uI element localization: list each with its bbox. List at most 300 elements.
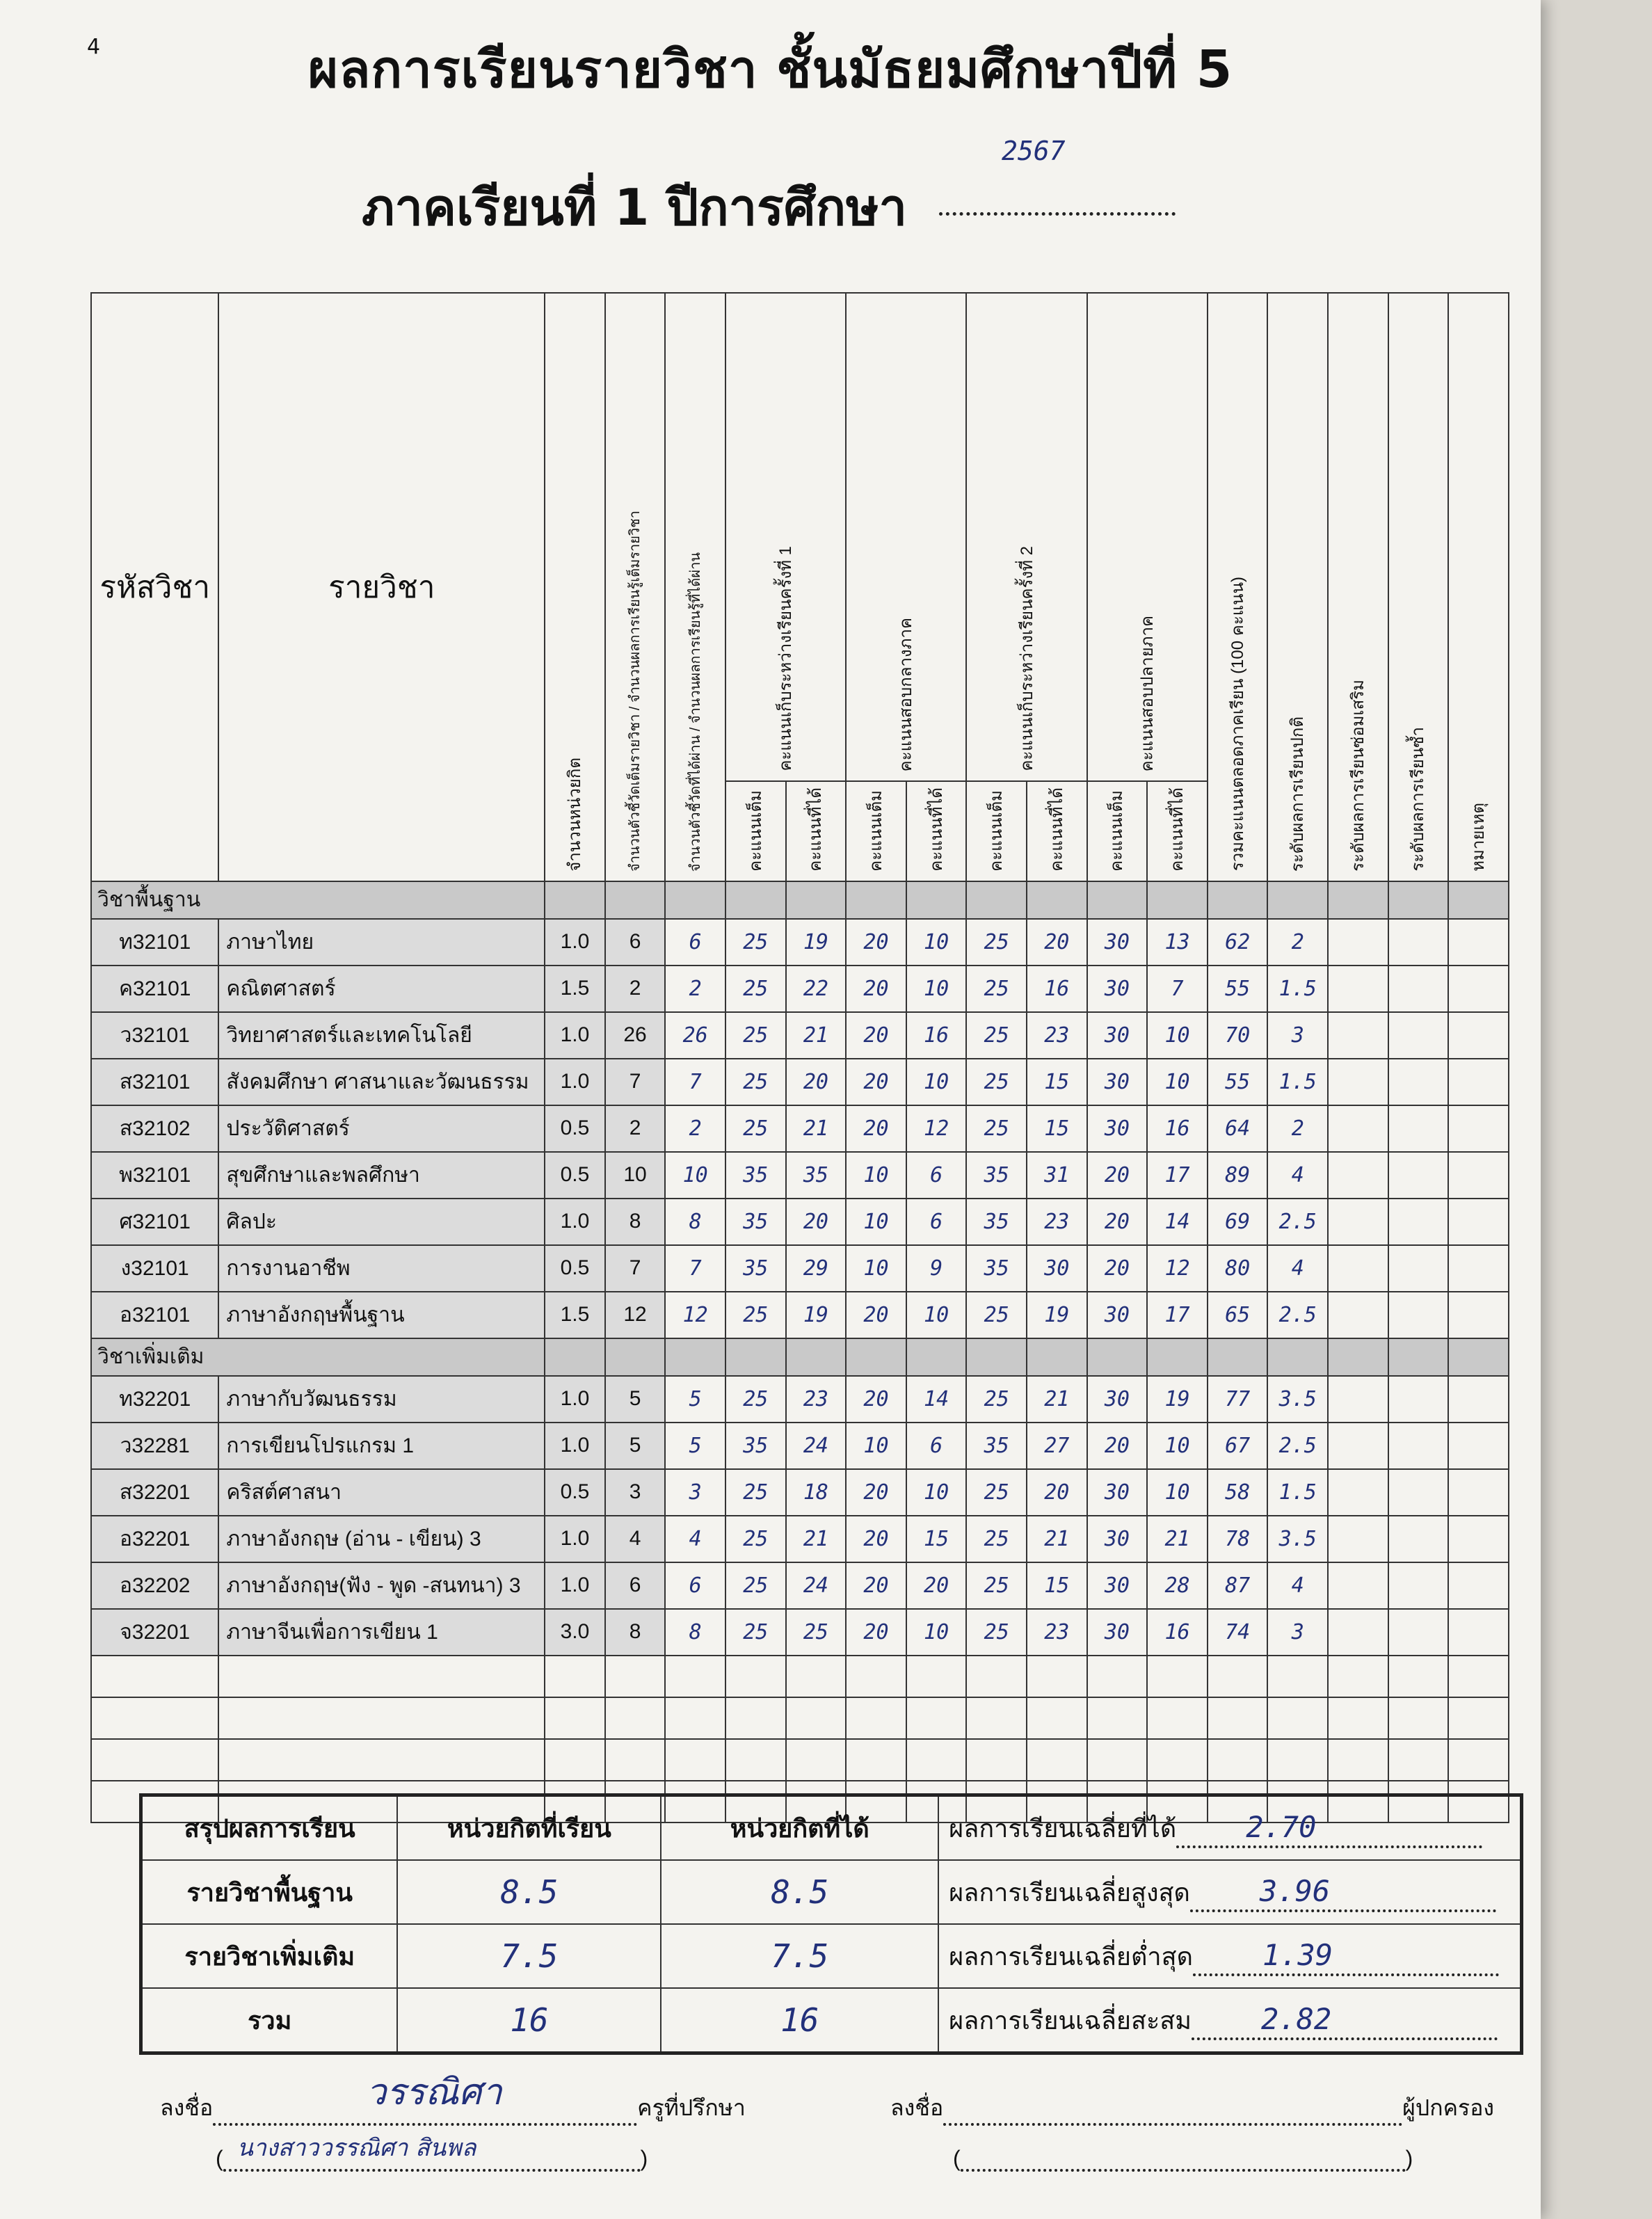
empty-cell [966,1739,1027,1781]
section-cell [1388,881,1449,919]
score-s1f: 25 [725,1105,786,1152]
subject-name: ประวัติศาสตร์ [218,1105,545,1152]
empty-cell [1328,1245,1388,1292]
empty-cell [605,1739,666,1781]
value-ind: 2 [605,1105,666,1152]
score-s1f: 25 [725,1562,786,1609]
score-total: 64 [1208,1105,1268,1152]
score-s3g: 30 [1027,1245,1087,1292]
empty-cell [1328,1656,1388,1697]
gpa-label: ผลการเรียนเฉลี่ยสูงสุด [949,1877,1190,1907]
empty-cell [1328,1012,1388,1059]
score-grade: 2 [1267,919,1328,966]
section-row [91,1338,1509,1376]
score-s4f: 30 [1087,1376,1148,1423]
score-s1g: 21 [786,1105,847,1152]
score-s3g: 23 [1027,1012,1087,1059]
empty-cell [1448,1012,1509,1059]
empty-cell [665,1656,725,1697]
table-row [91,1152,1509,1199]
score-s2g: 10 [906,1292,967,1338]
score-s1g: 20 [786,1199,847,1245]
header-got-1: คะแนนที่ได้ [786,781,847,881]
table-row [91,1423,1509,1469]
advisor-role: ครูที่ปรึกษา [637,2095,746,2120]
score-s3g: 21 [1027,1376,1087,1423]
score-s2g: 6 [906,1199,967,1245]
score-s4f: 30 [1087,1012,1148,1059]
score-s4f: 20 [1087,1199,1148,1245]
empty-cell [1388,1469,1449,1516]
score-s3f: 25 [966,1609,1027,1656]
score-s4f: 30 [1087,1562,1148,1609]
subject-code: อ32101 [91,1292,218,1338]
gpa-value: 3.96 [1259,1873,1331,1908]
empty-cell [846,1697,906,1739]
empty-cell [846,1656,906,1697]
score-s4g: 13 [1147,919,1208,966]
score-pass: 26 [665,1012,725,1059]
summary-header-earned: หน่วยกิตที่ได้ [661,1795,938,1861]
score-s1f: 25 [725,1609,786,1656]
score-s3f: 25 [966,1469,1027,1516]
empty-cell [1388,1105,1449,1152]
score-s2f: 20 [846,1059,906,1105]
empty-cell [1448,1376,1509,1423]
score-pass: 8 [665,1199,725,1245]
score-s1g: 21 [786,1012,847,1059]
empty-cell [1388,1423,1449,1469]
subject-code: ส32101 [91,1059,218,1105]
empty-cell [786,1739,847,1781]
guardian-name-field [961,2141,1406,2172]
score-s3f: 25 [966,1059,1027,1105]
section-cell [1448,1338,1509,1376]
score-s3g: 20 [1027,919,1087,966]
empty-cell [218,1656,545,1697]
empty-cell [1388,1245,1449,1292]
summary-row-earned: 16 [661,1988,938,2053]
empty-cell [1388,1376,1449,1423]
value-credit: 1.0 [545,1423,605,1469]
empty-cell [1448,1292,1509,1338]
section-cell [1087,1338,1148,1376]
score-total: 67 [1208,1423,1268,1469]
score-s1g: 19 [786,919,847,966]
score-s4g: 10 [1147,1469,1208,1516]
grades-table [90,292,1509,1823]
summary-row-taken: 8.5 [397,1860,661,1924]
score-s2g: 6 [906,1423,967,1469]
section-cell [605,1338,666,1376]
section-cell [966,1338,1027,1376]
score-s1g: 18 [786,1469,847,1516]
score-s2f: 20 [846,919,906,966]
value-credit: 0.5 [545,1152,605,1199]
score-grade: 3 [1267,1012,1328,1059]
summary-row-taken: 7.5 [397,1924,661,1988]
header-grade-normal: ระดับผลการเรียนปกติ [1267,293,1328,881]
table-row [91,1245,1509,1292]
empty-cell [1388,1656,1449,1697]
advisor-name: นางสาววรรณิศา สินพล [236,2134,476,2162]
header-full-3: คะแนนเต็ม [966,781,1027,881]
header-indicators-total: จำนวนตัวชี้วัดเต็มรายวิชา / จำนวนผลการเรียนรู้เต็มรายวิชา [605,293,666,881]
table-row [91,1012,1509,1059]
subject-name: ภาษาอังกฤษ (อ่าน - เขียน) 3 [218,1516,545,1562]
value-credit: 1.5 [545,966,605,1012]
empty-cell [1328,1376,1388,1423]
score-s1f: 35 [725,1423,786,1469]
table-row [91,1609,1509,1656]
score-s4g: 10 [1147,1423,1208,1469]
header-full-4: คะแนนเต็ม [1087,781,1148,881]
score-s4f: 30 [1087,919,1148,966]
empty-cell [1208,1656,1268,1697]
value-ind: 7 [605,1245,666,1292]
score-grade: 4 [1267,1152,1328,1199]
empty-cell [1328,1516,1388,1562]
score-s4f: 30 [1087,1105,1148,1152]
advisor-signature: วรรณิศา [366,2072,502,2113]
empty-cell [1388,1199,1449,1245]
empty-cell [1328,1059,1388,1105]
score-s1g: 21 [786,1516,847,1562]
score-grade: 4 [1267,1245,1328,1292]
empty-cell [1448,1656,1509,1697]
score-pass: 6 [665,1562,725,1609]
score-total: 89 [1208,1152,1268,1199]
value-credit: 1.0 [545,1199,605,1245]
score-s2g: 10 [906,1059,967,1105]
empty-cell [1448,1423,1509,1469]
header-got-4: คะแนนที่ได้ [1147,781,1208,881]
score-s4f: 30 [1087,1469,1148,1516]
empty-cell [545,1656,605,1697]
section-cell [1328,881,1388,919]
score-s4g: 19 [1147,1376,1208,1423]
subject-code: ส32201 [91,1469,218,1516]
table-row [91,1105,1509,1152]
score-pass: 5 [665,1423,725,1469]
score-grade: 1.5 [1267,966,1328,1012]
score-s2g: 14 [906,1376,967,1423]
score-s3g: 31 [1027,1152,1087,1199]
header-grade-remedial: ระดับผลการเรียนซ่อมเสริม [1328,293,1388,881]
score-s2f: 10 [846,1245,906,1292]
section-cell [605,881,666,919]
score-pass: 6 [665,919,725,966]
score-s3f: 25 [966,1012,1027,1059]
subject-name: การงานอาชีพ [218,1245,545,1292]
score-s3f: 35 [966,1199,1027,1245]
table-row [91,1516,1509,1562]
empty-cell [1267,1697,1328,1739]
empty-cell [906,1739,967,1781]
header-code: รหัสวิชา [91,293,218,881]
subject-name: คริสต์ศาสนา [218,1469,545,1516]
gpa-line [938,1860,1521,1924]
value-credit: 0.5 [545,1105,605,1152]
subject-code: ง32101 [91,1245,218,1292]
header-total: รวมคะแนนตลอดภาคเรียน (100 คะแนน) [1208,293,1268,881]
section-cell [1448,881,1509,919]
score-total: 55 [1208,966,1268,1012]
advisor-name-line: ( นางสาววรรณิศา สินพล ) [216,2141,648,2172]
value-credit: 1.0 [545,1012,605,1059]
header-credits: จำนวนหน่วยกิต [545,293,605,881]
score-s4f: 30 [1087,1516,1148,1562]
section-cell [1208,881,1268,919]
score-s4f: 30 [1087,1609,1148,1656]
subject-code: อ32202 [91,1562,218,1609]
score-pass: 7 [665,1245,725,1292]
table-row [91,1059,1509,1105]
score-s4f: 30 [1087,966,1148,1012]
score-s2f: 20 [846,1105,906,1152]
table-row [91,1199,1509,1245]
empty-cell [1448,1516,1509,1562]
empty-cell [1448,1609,1509,1656]
value-ind: 6 [605,1562,666,1609]
score-total: 78 [1208,1516,1268,1562]
empty-cell [1448,1697,1509,1739]
empty-cell [1147,1697,1208,1739]
subject-code: จ32201 [91,1609,218,1656]
section-cell [665,881,725,919]
section-cell [725,881,786,919]
score-s1g: 19 [786,1292,847,1338]
empty-cell [1388,1292,1449,1338]
gpa-label: ผลการเรียนเฉลี่ยที่ได้ [949,1813,1177,1843]
subject-code: พ32101 [91,1152,218,1199]
gpa-line [938,1795,1521,1861]
value-credit: 0.5 [545,1245,605,1292]
score-total: 74 [1208,1609,1268,1656]
score-total: 62 [1208,919,1268,966]
value-credit: 0.5 [545,1469,605,1516]
empty-cell [1027,1739,1087,1781]
score-s4g: 12 [1147,1245,1208,1292]
subject-name: ภาษากับวัฒนธรรม [218,1376,545,1423]
subject-code: ท32201 [91,1376,218,1423]
subject-code: อ32201 [91,1516,218,1562]
score-s2f: 10 [846,1199,906,1245]
empty-cell [966,1656,1027,1697]
section-cell [1027,881,1087,919]
empty-cell [1388,1152,1449,1199]
score-s3g: 15 [1027,1059,1087,1105]
subject-name: ภาษาจีนเพื่อการเขียน 1 [218,1609,545,1656]
score-s2f: 10 [846,1423,906,1469]
score-s2g: 9 [906,1245,967,1292]
empty-cell [1448,1245,1509,1292]
summary-row-earned: 8.5 [661,1860,938,1924]
gpa-label: ผลการเรียนเฉลี่ยสะสม [949,2005,1192,2035]
empty-cell [218,1739,545,1781]
score-s4g: 14 [1147,1199,1208,1245]
score-s2g: 15 [906,1516,967,1562]
summary-row-taken: 16 [397,1988,661,2053]
score-total: 55 [1208,1059,1268,1105]
empty-cell [1328,1739,1388,1781]
value-credit: 1.0 [545,1562,605,1609]
score-s4g: 10 [1147,1012,1208,1059]
gpa-value: 2.70 [1246,1809,1317,1844]
table-row [91,1469,1509,1516]
score-s4f: 20 [1087,1245,1148,1292]
guardian-signature-field [943,2095,1402,2126]
header-group-2: คะแนนสอบกลางภาค [846,293,966,781]
empty-cell [725,1697,786,1739]
score-s2f: 20 [846,1562,906,1609]
value-ind: 4 [605,1516,666,1562]
value-ind: 6 [605,919,666,966]
score-s1f: 25 [725,966,786,1012]
score-s3f: 25 [966,1516,1027,1562]
score-s3f: 35 [966,1423,1027,1469]
summary-table [139,1793,1523,2055]
empty-cell [605,1697,666,1739]
header-full-1: คะแนนเต็ม [725,781,786,881]
table-row [91,919,1509,966]
empty-cell [1087,1697,1148,1739]
score-pass: 12 [665,1292,725,1338]
score-total: 80 [1208,1245,1268,1292]
empty-cell [786,1656,847,1697]
empty-cell [1448,1199,1509,1245]
score-s3g: 20 [1027,1469,1087,1516]
score-total: 58 [1208,1469,1268,1516]
subject-code: ว32281 [91,1423,218,1469]
empty-cell [1448,919,1509,966]
gpa-line [938,1924,1521,1988]
empty-cell [1027,1697,1087,1739]
empty-cell [1147,1739,1208,1781]
section-cell [846,881,906,919]
subject-name: ศิลปะ [218,1199,545,1245]
empty-cell [605,1656,666,1697]
value-credit: 1.0 [545,1376,605,1423]
score-s1f: 25 [725,1292,786,1338]
score-s1g: 35 [786,1152,847,1199]
summary-row-label: รายวิชาพื้นฐาน [141,1860,398,1924]
score-s4f: 20 [1087,1152,1148,1199]
empty-cell [1388,1562,1449,1609]
empty-cell [1328,1292,1388,1338]
empty-cell [665,1697,725,1739]
score-pass: 2 [665,1105,725,1152]
table-row [91,1376,1509,1423]
score-s1f: 25 [725,919,786,966]
value-credit: 3.0 [545,1609,605,1656]
empty-row [91,1697,1509,1739]
empty-cell [1328,1199,1388,1245]
score-s3f: 25 [966,1292,1027,1338]
score-s4f: 20 [1087,1423,1148,1469]
score-s1g: 22 [786,966,847,1012]
empty-cell [1027,1656,1087,1697]
score-s3g: 15 [1027,1105,1087,1152]
section-cell [725,1338,786,1376]
score-s2g: 12 [906,1105,967,1152]
empty-cell [1448,966,1509,1012]
score-s3g: 16 [1027,966,1087,1012]
empty-cell [545,1739,605,1781]
score-s4f: 30 [1087,1292,1148,1338]
empty-cell [1087,1656,1148,1697]
empty-cell [1267,1656,1328,1697]
empty-cell [1328,1105,1388,1152]
score-s3g: 15 [1027,1562,1087,1609]
score-s3g: 23 [1027,1199,1087,1245]
section-label: วิชาเพิ่มเติม [91,1338,545,1376]
score-grade: 4 [1267,1562,1328,1609]
guardian-signature-line [890,2090,1494,2126]
subject-code: ว32101 [91,1012,218,1059]
empty-cell [1328,1697,1388,1739]
score-s1g: 24 [786,1423,847,1469]
subject-code: ศ32101 [91,1199,218,1245]
empty-cell [91,1697,218,1739]
score-s1g: 24 [786,1562,847,1609]
subject-name: ภาษาอังกฤษ(ฟัง - พูด -สนทนา) 3 [218,1562,545,1609]
gpa-value: 1.39 [1262,1937,1333,1972]
summary-row-earned: 7.5 [661,1924,938,1988]
empty-cell [906,1697,967,1739]
value-ind: 2 [605,966,666,1012]
value-ind: 8 [605,1199,666,1245]
section-cell [545,1338,605,1376]
subject-name: ภาษาไทย [218,919,545,966]
section-cell [966,881,1027,919]
empty-cell [665,1739,725,1781]
score-grade: 3 [1267,1609,1328,1656]
empty-cell [1448,1469,1509,1516]
section-cell [1027,1338,1087,1376]
empty-row [91,1656,1509,1697]
score-s1f: 25 [725,1376,786,1423]
empty-cell [1448,1739,1509,1781]
score-total: 87 [1208,1562,1268,1609]
score-grade: 1.5 [1267,1469,1328,1516]
score-s1f: 25 [725,1012,786,1059]
score-s2g: 10 [906,966,967,1012]
section-cell [846,1338,906,1376]
score-grade: 2.5 [1267,1199,1328,1245]
table-row [91,966,1509,1012]
empty-cell [1087,1739,1148,1781]
summary-header-taken: หน่วยกิตที่เรียน [397,1795,661,1861]
empty-cell [1448,1562,1509,1609]
score-s2f: 20 [846,1012,906,1059]
guardian-role: ผู้ปกครอง [1402,2095,1495,2120]
grades-body [91,881,1509,1823]
summary-header-title: สรุปผลการเรียน [141,1795,398,1861]
gpa-line [938,1988,1521,2053]
score-grade: 2.5 [1267,1292,1328,1338]
score-s4g: 28 [1147,1562,1208,1609]
score-s1g: 25 [786,1609,847,1656]
score-grade: 1.5 [1267,1059,1328,1105]
score-s2f: 20 [846,1516,906,1562]
subject-name: คณิตศาสตร์ [218,966,545,1012]
empty-cell [1267,1739,1328,1781]
score-grade: 3.5 [1267,1376,1328,1423]
score-pass: 2 [665,966,725,1012]
empty-cell [725,1656,786,1697]
empty-cell [1328,1423,1388,1469]
